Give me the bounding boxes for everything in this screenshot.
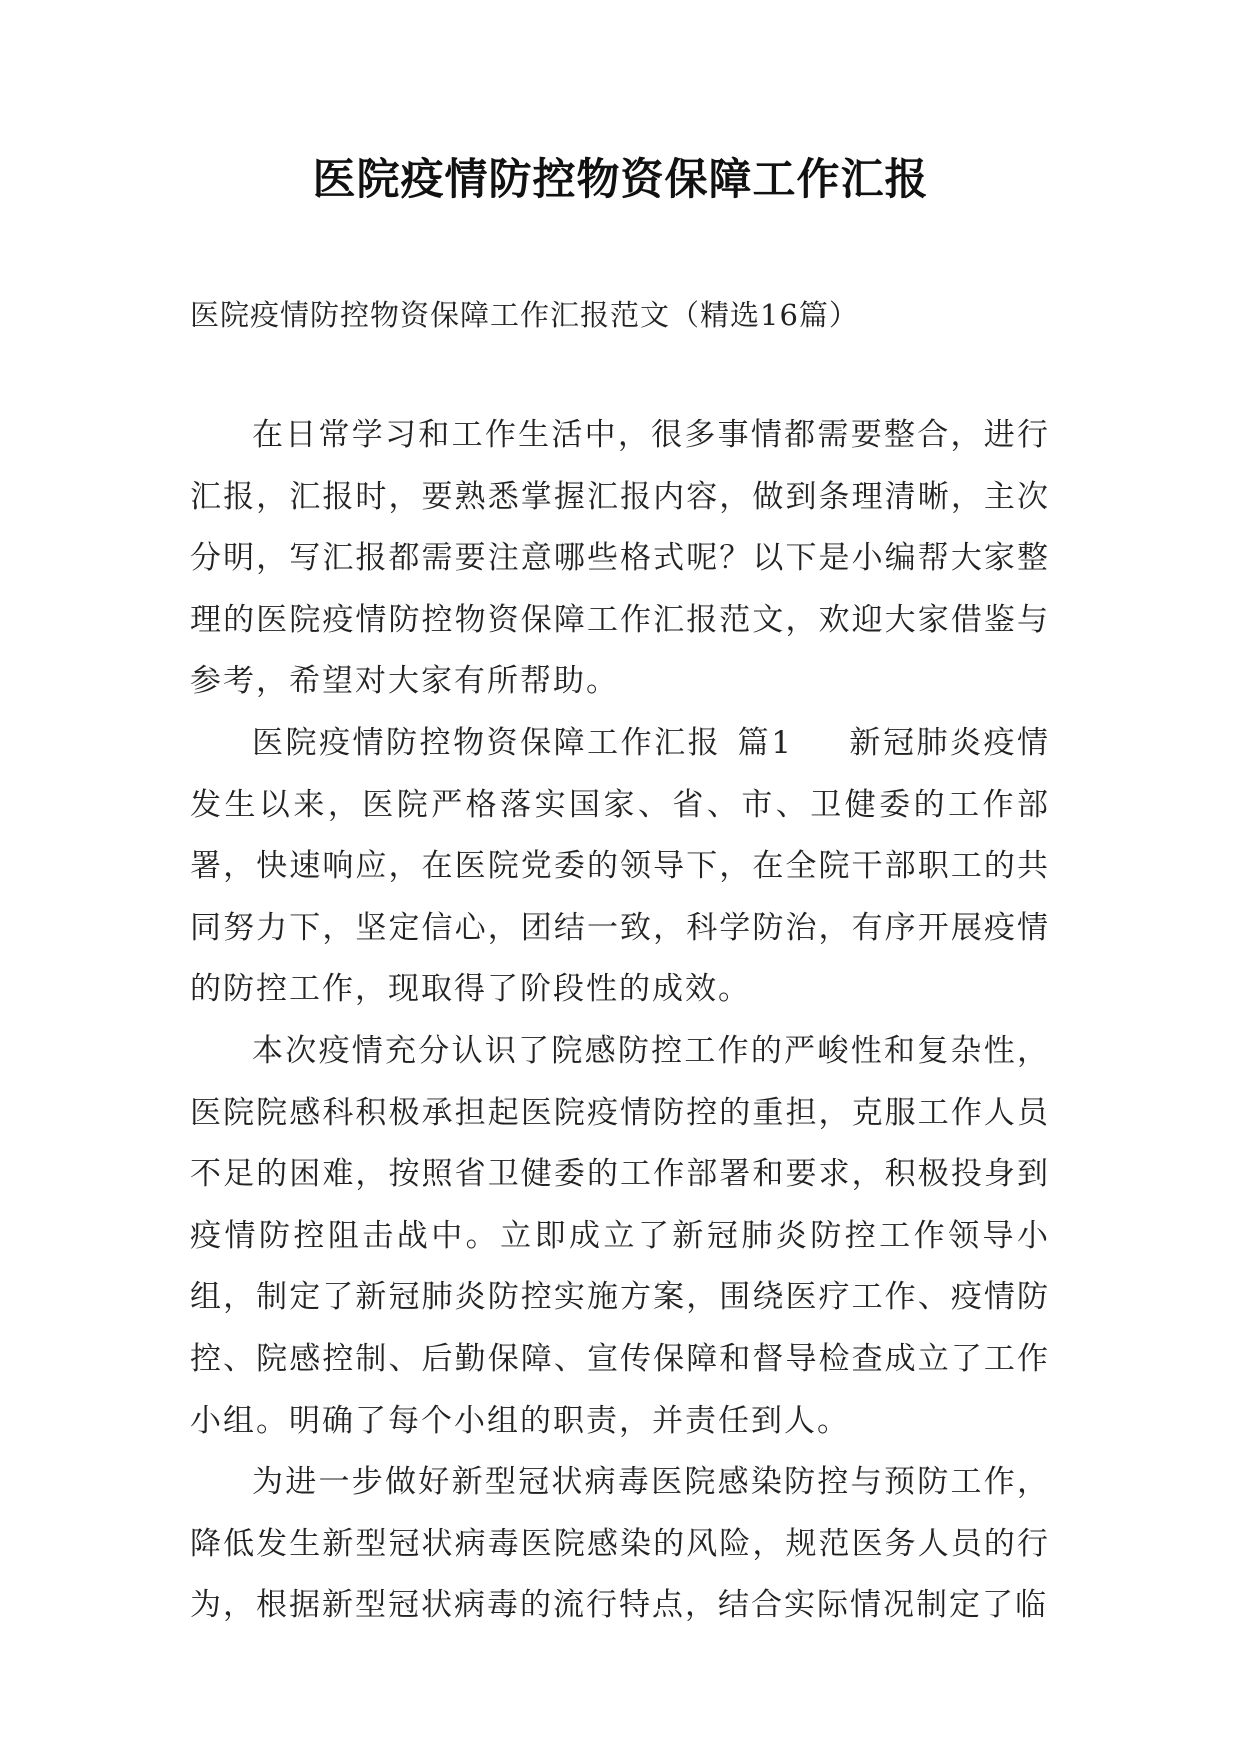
document-title: 医院疫情防控物资保障工作汇报	[312, 155, 929, 205]
body-paragraph-3: 本次疫情充分认识了院感防控工作的严峻性和复杂性，医院院感科积极承担起医院疫情防控的重担，克服工作人员不足的困难，按照省卫健委的工作部署和要求，积极投身到疫情防控阻击战中。立即成立了新冠肺炎防控工作领导小组，制定了新冠肺炎防控实施方案，围绕医疗工作、疫情防控、院感控制、后勤保障、宣传保障和督导检查成立了工作小组。明确了每个小组的职责，并责任到人。	[190, 1032, 1050, 1439]
body-paragraph-4: 为进一步做好新型冠状病毒医院感染防控与预防工作，降低发生新型冠状病毒医院感染的风险，规范医务人员的行为，根据新型冠状病毒的流行特点，结合实际情况制定了临	[190, 1464, 1050, 1624]
document-body	[190, 405, 1050, 1637]
section-1-heading: 医院疫情防控物资保障工作汇报	[252, 724, 722, 761]
section-1-text: 新冠肺炎疫情发生以来，医院严格落实国家、省、市、卫健委的工作部署，快速响应，在医院党委的领导下，在全院干部职工的共同努力下，坚定信心，团结一致，科学防治，有序开展疫情的防控工作，现取得了阶段性的成效。	[190, 724, 1050, 1008]
section-1-paragraph	[190, 713, 1050, 1021]
intro-paragraph: 在日常学习和工作生活中，很多事情都需要整合，进行汇报，汇报时，要熟悉掌握汇报内容，做到条理清晰，主次分明，写汇报都需要注意哪些格式呢？以下是小编帮大家整理的医院疫情防控物资保障工作汇报范文，欢迎大家借鉴与参考，希望对大家有所帮助。	[190, 417, 1050, 700]
section-1-label: 篇1	[737, 724, 793, 761]
document-subtitle: 医院疫情防控物资保障工作汇报范文（精选16篇）	[190, 298, 859, 332]
